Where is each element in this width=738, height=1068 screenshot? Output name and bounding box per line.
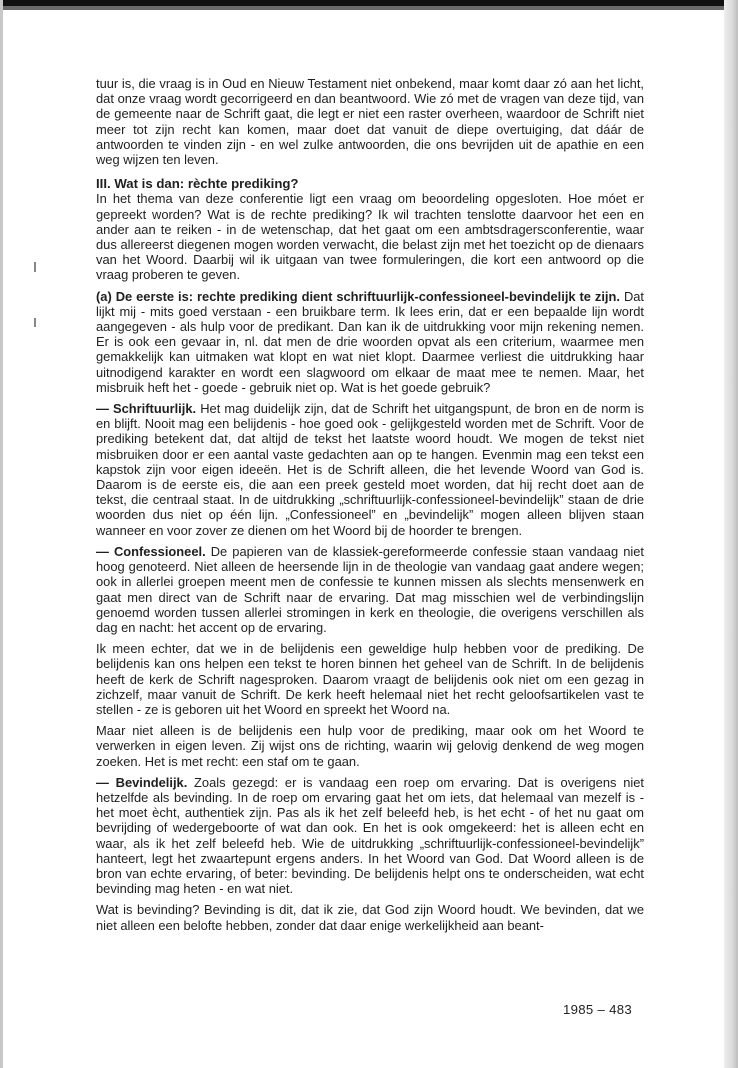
- page-number: 1985 – 483: [563, 1002, 633, 1017]
- schriftuurlijk-body: Het mag duidelijk zijn, dat de Schrift het uitgangspunt, de bron en de norm is en blijft. Nooit mag een belijdenis - hoe goed ook - gelijkgesteld worden met de Schrift. Voor de prediking betekent dat, dat altijd de tekst het laatste woord houdt. We mogen de tekst niet misbruiken door er een aantal vaste gedachten aan op te hangen. Evenmin mag een tekst een kapstok zijn voor eigen ideeën. Het is de Schrift alleen, die het levende Woord van God is. Daarom is de eerste eis, die aan een preek gesteld moet worden, dat hij recht doet aan de tekst, die centraal staat. In de uitdrukking „schriftuurlijk-confessioneel-bevindelijk” staan de drie woorden dus niet op één lijn. „Confessioneel” en „bevindelijk” mogen alleen blijven staan wanneer en voor zover ze dienen om het Woord bij de hoorder te brengen.: [96, 401, 645, 538]
- scan-left-edge: [0, 0, 3, 1068]
- paragraph-confessioneel: [96, 544, 644, 635]
- section-heading: III. Wat is dan: rèchte prediking?: [96, 176, 299, 192]
- page-body: [96, 76, 644, 933]
- schriftuurlijk-lead: — Schriftuurlijk.: [96, 401, 197, 417]
- margin-mark-1: [34, 262, 36, 272]
- paragraph-leven: Maar niet alleen is de belijdenis een hulp voor de prediking, maar ook om het Woord te verwerken in eigen leven. Zij wijst ons de richting, waarin wij gelovig denkend de weg mogen zoeken. Het is met recht: een staf om te gaan.: [96, 723, 644, 769]
- point-a-body: Dat lijkt mij - mits goed verstaan - een bruikbare term. Ik lees erin, dat er een bepaalde lijn wordt aangegeven - als hulp voor de predikant. Dan kan ik de uitdrukking voor mijn rekening nemen. Er is ook een gevaar in, nl. dat men de drie woorden opvat als een criterium, waarmee men gemakkelijk kan uitmaken wat klopt en wat niet klopt. Daarmee verliest die uitdrukking haar uitnodigend karakter en wordt een slagwoord om elkaar de maat mee te nemen. Maar, het misbruik heft het - goede - gebruik niet op. Wat is het goede gebruik?: [96, 288, 644, 395]
- confessioneel-lead: — Confessioneel.: [96, 543, 206, 559]
- scan-right-edge: [724, 0, 738, 1068]
- margin-mark-2: [34, 318, 36, 327]
- bevindelijk-lead: — Bevindelijk.: [96, 774, 188, 790]
- paragraph-schriftuurlijk: [96, 401, 644, 538]
- paragraph-belijdenis: Ik meen echter, dat we in de belijdenis een geweldige hulp hebben voor de prediking. De belijdenis kan ons helpen een tekst te horen binnen het geheel van de Schrift. In de belijdenis heeft de kerk de Schrift nagesproken. Daarom vraagt de belijdenis ook niet om een gezag in zichzelf, maar vanuit de Schrift. De kerk heeft helemaal niet het recht geloofsartikelen vast te stellen - ze is geboren uit het Woord en spreekt het Woord na.: [96, 641, 644, 717]
- point-a-lead: (a) De eerste is: rechte prediking dient schriftuurlijk-confessioneel-bevindelijk te zijn.: [96, 288, 620, 304]
- confessioneel-body: De papieren van de klassiek-gereformeerde confessie staan vandaag niet hoog genoteerd. Niet alleen de heersende lijn in de theologie van vandaag gaat andere wegen; ook in allerlei groepen meent men de confessie te kunnen missen als slechts mensenwerk en gaat men direct van de Schrift naar de ervaring. Dat mag misschien wel de verbindingslijn genoemd worden tussen allerlei stromingen in kerk en theologie, die overigens verschillen als dag en nacht: het accent op de ervaring.: [96, 543, 644, 635]
- paragraph-bevinding: Wat is bevinding? Bevinding is dit, dat ik zie, dat God zijn Woord houdt. We bevinden, dat we niet alleen een belofte hebben, zonder dat daar enige werkelijkheid aan beant-: [96, 902, 644, 933]
- paragraph-bevindelijk: [96, 775, 644, 897]
- paragraph-point-a: [96, 289, 644, 395]
- paragraph-theme: In het thema van deze conferentie ligt een vraag om beoordeling opgesloten. Hoe móet er gepreekt worden? Wat is de rechte prediking? Ik wil trachten tenslotte daarvoor het een en ander aan te reiken - in de wetenschap, dat het gaat om een ambtsdragersconferentie, waar dus allereerst diegenen mogen worden verwacht, die belast zijn met het toezicht op de dienaars van het Woord. Daarbij wil ik uitgaan van twee formuleringen, die kort een antwoord op die vraag proberen te geven.: [96, 191, 644, 283]
- bevindelijk-body: Zoals gezegd: er is vandaag een roep om ervaring. Dat is overigens niet hetzelfde als bevinding. In de roep om ervaring gaat het om iets, dat helemaal van mezelf is - het moet ècht, authentiek zijn. Pas als ik het zelf beleefd heb, is het echt - of het nu gaat om bevrijding of wedergeboorte of wat dan ook. En het is ook omgekeerd: het is alleen echt en waar, als ik het zelf beleefd heb. Wie de uitdrukking „schriftuurlijk-confessioneel-bevindelijk” hanteert, legt het zwaartepunt ergens anders. In het Woord van God. Dat Woord alleen is de bron van echte ervaring, of beter: bevinding. De belijdenis helpt ons te onderscheiden, wat echt bevinding mag heten - en wat niet.: [96, 774, 644, 897]
- scan-top-edge: [0, 0, 738, 10]
- paragraph-intro: tuur is, die vraag is in Oud en Nieuw Testament niet onbekend, maar komt daar zó aan het licht, dat onze vraag wordt gecorrigeerd en dan beantwoord. Wie zó met de vragen van deze tijd, van de gemeente naar de Schrift gaat, die legt er niet een raster overheen, waardoor de Schrift niet meer tot zijn recht kan komen, maar doet dat vanuit de diepe overtuiging, dat dáár de antwoorden te vinden zijn - en wel zulke antwoorden, die ons bevrijden uit de apathie en een weg wijzen ten leven.: [96, 76, 644, 168]
